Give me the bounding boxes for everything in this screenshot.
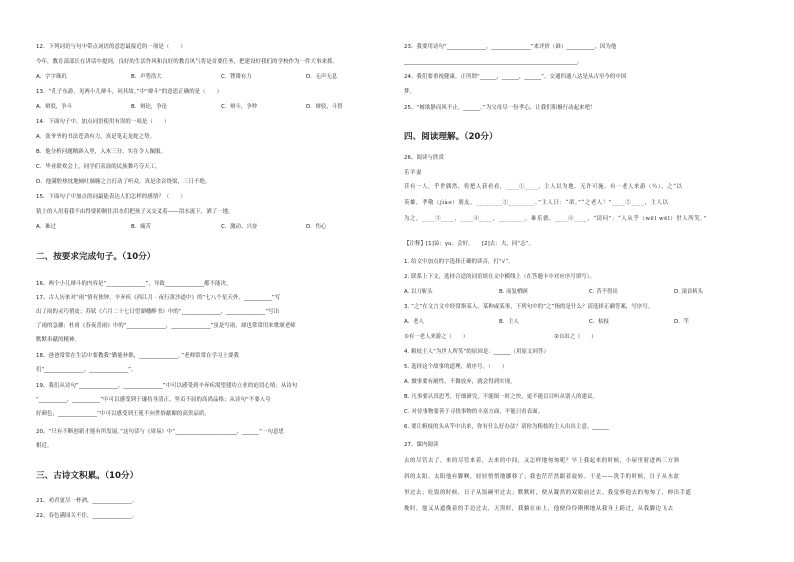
question-24-line: 梦。 (404, 89, 415, 95)
question-19-line: 19、我们从诗句“______________，______________”中可以感受到辛弃疾渴望建功立业的迫切心情；从诗句 (36, 383, 298, 389)
question-14-stem: 14．下面句子中，加点词语使用有误的一项是（ ） (36, 119, 170, 125)
option-b[interactable]: B．痛苦 (131, 224, 151, 230)
option-b[interactable]: B．声势浩大 (131, 74, 162, 80)
question-21: 21、劝君更尽一杯酒，______________。 (36, 498, 138, 504)
section-3-heading: 三、古诗文积累。（10分） (36, 471, 139, 481)
section-2-heading: 二、按要求完成句子。（10分） (36, 252, 156, 262)
passage-line: 为之，____③____，____④____，________，难乐德，____④____，“请问”：“人从乎（wēl wēl）世人所笑。” (404, 216, 707, 222)
question-19-line: 好颜色，______________”中可以感受到王冕不向世俗献媚的高贵品质。 (36, 411, 210, 417)
question-24-line: 24、我们要重视健康，正所谓“______，______，______”。交通四通八达是从古至今的中国 (404, 74, 627, 80)
option-a[interactable]: A．辩驳，争斗 (36, 104, 73, 110)
passage-line: 昔有一人，乎世偶然，将把人获看看，____①____，主人以为地，无许可施。有一老人来游（½），之“以 (404, 184, 683, 190)
question-17-line: 了雨的急骤；杜甫《春夜喜雨》中的“______________，______________”虽是写雨，却也常常用来歌颂老师 (36, 323, 296, 329)
question-22: 22、春色满园关不住，______________。 (36, 513, 138, 519)
question-16: 16、两个小儿辩斗的内容是“______________”，导致______________都不能决。 (36, 281, 232, 287)
sub-question-5-option-a[interactable]: A. 做事要有耐性，不做放弃，就会得到实现。 (404, 379, 516, 385)
option-c[interactable]: C．铿锵有力 (221, 74, 252, 80)
question-17-line: 出了雨的灵巧俏皮；苏轼《六月二十七日望湖楼醉书》中的“______________，______________”写出 (36, 309, 280, 315)
passage-notes: 【注释】[1]谅：yu。会好。 [2]去：夫，同“志”。 (404, 241, 535, 247)
question-14-option-d[interactable]: D．他满腔热忱地倾吐肺腑之言打动了听众，真是余音绕梁，三日不绝。 (36, 179, 211, 185)
question-23-line: ______________________________________________________________。 (404, 59, 583, 65)
passage-title: 乐羊妻 (404, 170, 422, 176)
option-c[interactable]: C．枯枝 (589, 319, 609, 325)
option-d[interactable]: D. 滚首斩头 (674, 289, 704, 295)
reading-line: 挽时，他又从遮挽着的手边过去，天黑时，我躺在床上，他便伶伶俐俐地从我身上跨过，从我脚边飞去 (404, 506, 674, 512)
sub-question-4: 4. 粗枝主人“为世人所笑”的原因是：______（用原文回答） (404, 349, 550, 355)
option-a[interactable]: A. 以刀斩头 (404, 289, 433, 295)
blank-line[interactable]: ①有一老人来游之（ ） (404, 334, 469, 340)
option-a[interactable]: A．字字珠玑 (36, 74, 67, 80)
blank-line[interactable]: ②自出之（ ） (554, 334, 597, 340)
option-b[interactable]: B．主人 (499, 319, 519, 325)
question-12-sentence: 今年，教育部部长在讲话中提到，良好的生活作风和良好的教育风气将是首要任务，把建设好我们的学校作为一件大事来抓。 (36, 59, 338, 65)
sub-question-6: 6. 要让粗枝的头从竿中出来，你有什么好办法？请你为粗枝的主人出出主意。______ (404, 424, 610, 430)
question-17-line: 默默奉献的精神。 (36, 337, 80, 343)
option-d[interactable]: D．无声无息 (306, 74, 338, 80)
question-19-line: “__________，__________”中可以感受到于谦持身清正、坚贞不屈的高尚品格；从诗句“不要人夸 (36, 397, 271, 403)
question-25: 25、“树欲静而风不止，______。”为父母尽一份孝心，让我们积极行动起来吧！ (404, 105, 596, 111)
option-d[interactable]: D．竿 (674, 319, 689, 325)
sub-question-5: 5. 选择这个故事的道理，填序号。（ ） (404, 364, 508, 370)
question-14-option-a[interactable]: A．张爷爷的书法苍劲有力，真是笔走龙蛇之势。 (36, 134, 156, 140)
question-15-sentence: 猜上的人用着我不由得要抑制住泪水们把孩子又交叉着——泪水流下，洒了一地。 (36, 209, 234, 215)
question-12-stem: 12、下列词语与句中带点词语的意思最接近的一项是（ ） (36, 44, 186, 50)
question-18-line: 18、爸爸常常在生活中要教我“勤能补拙，______________。”老师常常在学习上要我 (36, 353, 240, 359)
option-a[interactable]: A．老人 (404, 319, 424, 325)
reading-line: 斜的太阳。太阳他有脚啊，轻轻悄悄地挪移了；我也茫茫然跟着旋转。于是——洗手的时候，日子从水盆 (404, 474, 680, 480)
sub-question-2: 2. 联系上下文，选择合适的词语填在文中横线上（在答题卡中对应序号填写）。 (404, 274, 596, 280)
section-4-heading: 四、阅读理解。（20分） (404, 132, 498, 142)
sub-question-5-option-c[interactable]: C. 对待事物要善于寻找事物的丰富方面，不能只看表面。 (404, 409, 544, 415)
question-15-stem: 15．下面句子中加点的词最能表达人们怎样的感情？（ ） (36, 194, 186, 200)
reading-line: 里过去；吃饭的时候，日子从饭碗里过去；默默时，便从凝然的双眼前过去。我觉察他去的匆匆了，伸出手遮 (404, 490, 692, 496)
question-20-line: 相近。 (36, 443, 53, 449)
sub-question-1: 1. 给文中加点的字选择正确的读音，打“√”。 (404, 259, 514, 265)
passage-line: 英雄，孝敬（jìào）朋友，________②________。”主人曰：“诺。”“之老人！”____②____，主人以 (404, 200, 669, 206)
reading-line: 去的尽管去了，来的尽管来着，去来的中间，又怎样地匆匆呢？早上我起来的时候，小屋里射进两三方斜 (404, 458, 680, 464)
option-d[interactable]: D．辩驳，斗智 (306, 104, 343, 110)
option-c[interactable]: C．激动、兴奋 (221, 224, 258, 230)
question-27-heading: 27、课内阅读 (404, 442, 439, 448)
option-d[interactable]: D．伤心 (306, 224, 327, 230)
question-26-heading: 26、阅读与欣赏 (404, 155, 445, 161)
question-14-option-b[interactable]: B．他分析问题精辟入里，入木三分，实在令人佩服。 (36, 149, 167, 155)
option-b[interactable]: B. 而复梢顾 (499, 289, 528, 295)
sub-question-5-option-b[interactable]: B. 凡事要认真思考，仔细研究，不能图一时之快，更不能盲目听从别人的建议。 (404, 394, 599, 400)
option-c[interactable]: C．辩斗，争吵 (221, 104, 258, 110)
question-17-line: 17、古人历来对“雨”情有独钟，辛弃疾《西江月 · 夜行黄沙道中》的“七八个星天外，__________”写 (36, 295, 281, 301)
option-a[interactable]: A．难过 (36, 224, 56, 230)
option-c[interactable]: C. 昔不得出 (589, 289, 618, 295)
question-18-line: 们“______________，______________”。 (36, 367, 137, 373)
option-b[interactable]: B．辩论，争论 (131, 104, 168, 110)
question-13-stem: 13．“孔子东游，见两小儿辩斗，问其故。”中“辩斗”的意思正确的是（ ） (36, 89, 223, 95)
question-20-line: 20、“只有不断创新才能有所发展。”这句话与《周易》中“______________________，______”一句意思 (36, 429, 284, 435)
question-14-option-c[interactable]: C．毕业联欢会上，同学们表演的民族舞巧夺天工。 (36, 164, 161, 170)
question-23-line: 23、我要用诗句“______________，______________”来评价（谁）__________，因为他 (404, 44, 617, 50)
sub-question-3: 3. “之”在文言文中经常指某人、某种或某事，下列句中的“之”指的是什么？请选择正确答案，写序号。 (404, 304, 654, 310)
